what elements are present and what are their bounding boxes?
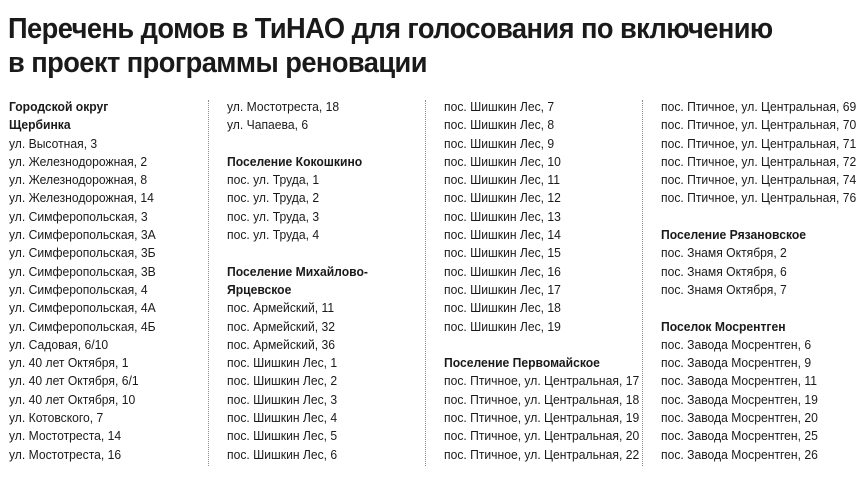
section-heading: Поселение Рязановское <box>661 227 807 243</box>
address-item: пос. Шишкин Лес, 18 <box>444 300 561 316</box>
address-item: пос. Птичное, ул. Центральная, 70 <box>661 117 857 133</box>
section-spacer <box>227 135 380 153</box>
address-item: пос. Шишкин Лес, 6 <box>227 446 338 462</box>
address-column-2 <box>227 98 380 468</box>
address-item: пос. ул. Труда, 2 <box>227 190 320 206</box>
address-item: ул. Мостотреста, 14 <box>9 428 122 444</box>
page-title-line-1: Перечень домов в ТиНАО для голосования по включению <box>8 13 773 45</box>
address-item: ул. Железнодорожная, 2 <box>9 153 148 169</box>
address-item: пос. Шишкин Лес, 4 <box>227 410 338 426</box>
address-item: пос. Птичное, ул. Центральная, 18 <box>444 391 640 407</box>
section-heading: Поселение Михайлово- <box>227 263 368 279</box>
address-item: пос. Знамя Октября, 6 <box>661 263 787 279</box>
address-item: пос. Шишкин Лес, 19 <box>444 318 561 334</box>
address-item: ул. 40 лет Октября, 10 <box>9 391 136 407</box>
address-item: пос. Завода Мосрентген, 25 <box>661 428 818 444</box>
section-heading: Поселение Кокошкино <box>227 153 363 169</box>
address-item: ул. Симферопольская, 3В <box>9 263 156 279</box>
address-item: пос. Завода Мосрентген, 6 <box>661 336 812 352</box>
column-divider <box>642 100 643 466</box>
address-item: пос. Птичное, ул. Центральная, 76 <box>661 190 857 206</box>
address-column-3 <box>444 98 656 468</box>
address-item: пос. Шишкин Лес, 12 <box>444 190 561 206</box>
address-item: пос. Птичное, ул. Центральная, 20 <box>444 428 640 444</box>
section-heading: Щербинка <box>9 117 71 133</box>
section-heading: Ярцевское <box>227 281 292 297</box>
address-item: ул. Симферопольская, 3Б <box>9 245 156 261</box>
address-item: ул. 40 лет Октября, 6/1 <box>9 373 139 389</box>
address-item: пос. Армейский, 11 <box>227 300 335 316</box>
address-item: ул. Чапаева, 6 <box>227 117 309 133</box>
address-item: ул. Мостотреста, 18 <box>227 99 340 114</box>
address-column-4 <box>661 98 860 468</box>
address-item: ул. Симферопольская, 3 <box>9 208 148 224</box>
address-item: ул. Мостотреста, 16 <box>9 446 122 462</box>
address-item: ул. Железнодорожная, 8 <box>9 172 148 188</box>
address-item: пос. Птичное, ул. Центральная, 22 <box>444 446 640 462</box>
address-item: пос. Армейский, 32 <box>227 318 335 334</box>
section-heading: Городской округ <box>9 99 109 114</box>
section-heading: Поселок Мосрентген <box>661 318 786 334</box>
address-item: пос. Птичное, ул. Центральная, 71 <box>661 135 857 151</box>
page-title-line-2: в проект программы реновации <box>8 47 427 79</box>
address-item: ул. Железнодорожная, 14 <box>9 190 154 206</box>
address-item: пос. Завода Мосрентген, 19 <box>661 391 818 407</box>
address-item: пос. Птичное, ул. Центральная, 17 <box>444 373 640 389</box>
address-item: пос. Шишкин Лес, 9 <box>444 135 555 151</box>
address-item: пос. ул. Труда, 4 <box>227 227 320 243</box>
address-item: ул. Симферопольская, 4А <box>9 300 156 316</box>
address-item: пос. Шишкин Лес, 8 <box>444 117 555 133</box>
address-item: пос. ул. Труда, 3 <box>227 208 320 224</box>
address-item: ул. 40 лет Октября, 1 <box>9 355 129 371</box>
address-item: ул. Симферопольская, 4Б <box>9 318 156 334</box>
address-item: ул. Высотная, 3 <box>9 135 98 151</box>
address-item: пос. Птичное, ул. Центральная, 74 <box>661 172 857 188</box>
address-item: ул. Симферопольская, 3А <box>9 227 156 243</box>
address-item: пос. Знамя Октября, 7 <box>661 281 787 297</box>
address-item: ул. Садовая, 6/10 <box>9 336 109 352</box>
address-item: пос. Завода Мосрентген, 26 <box>661 446 818 462</box>
column-divider <box>208 100 209 466</box>
address-item: пос. Шишкин Лес, 15 <box>444 245 561 261</box>
address-item: пос. Шишкин Лес, 5 <box>227 428 338 444</box>
address-item: пос. Шишкин Лес, 14 <box>444 227 561 243</box>
section-spacer <box>661 299 860 317</box>
address-item: пос. Шишкин Лес, 7 <box>444 99 555 114</box>
section-spacer <box>661 208 860 226</box>
address-column-1 <box>9 98 168 468</box>
address-item: пос. Завода Мосрентген, 9 <box>661 355 812 371</box>
address-item: пос. Знамя Октября, 2 <box>661 245 787 261</box>
address-item: пос. Шишкин Лес, 17 <box>444 281 561 297</box>
page-title <box>8 12 802 80</box>
address-item: пос. Завода Мосрентген, 11 <box>661 373 817 389</box>
address-item: пос. ул. Труда, 1 <box>227 172 320 188</box>
section-heading: Поселение Первомайское <box>444 355 600 371</box>
address-item: ул. Котовского, 7 <box>9 410 104 426</box>
address-item: пос. Шишкин Лес, 1 <box>227 355 338 371</box>
address-item: пос. Шишкин Лес, 10 <box>444 153 561 169</box>
section-spacer <box>444 336 656 354</box>
address-item: пос. Птичное, ул. Центральная, 72 <box>661 153 857 169</box>
address-item: пос. Завода Мосрентген, 20 <box>661 410 818 426</box>
section-spacer <box>227 244 380 262</box>
address-item: ул. Симферопольская, 4 <box>9 281 148 297</box>
address-item: пос. Шишкин Лес, 16 <box>444 263 561 279</box>
address-item: пос. Шишкин Лес, 11 <box>444 172 561 188</box>
address-item: пос. Шишкин Лес, 13 <box>444 208 561 224</box>
address-item: пос. Шишкин Лес, 3 <box>227 391 338 407</box>
address-columns <box>0 98 860 478</box>
column-divider <box>425 100 426 466</box>
address-item: пос. Птичное, ул. Центральная, 19 <box>444 410 640 426</box>
address-item: пос. Армейский, 36 <box>227 336 335 352</box>
address-item: пос. Птичное, ул. Центральная, 69 <box>661 99 857 114</box>
address-item: пос. Шишкин Лес, 2 <box>227 373 338 389</box>
